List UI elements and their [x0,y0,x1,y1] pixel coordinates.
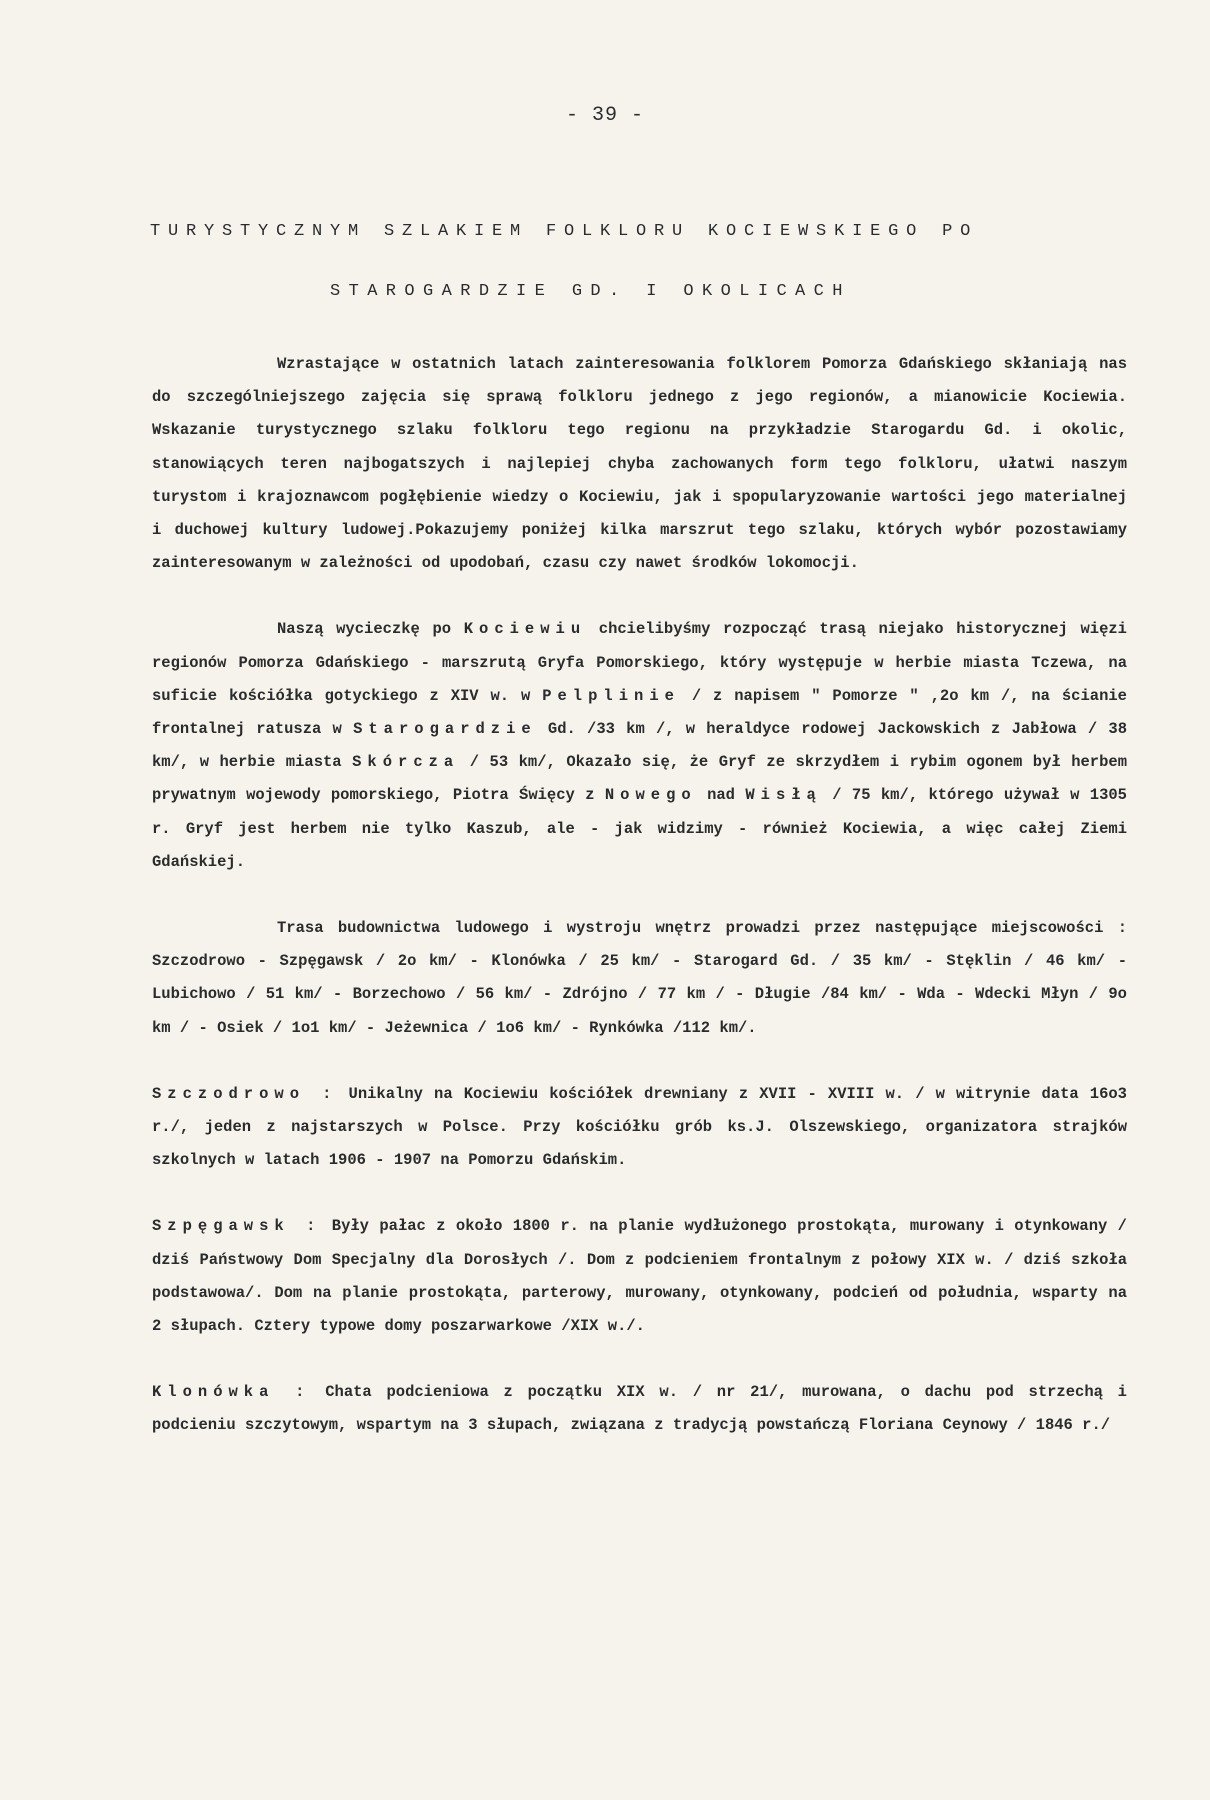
gryf-text-g: / 75 km/, którego używał w 1305 r. Gryf jest herbem nie tylko Kaszub, ale - jak widzimy - również Kociewia, a więc całej Ziemi Gdańskiej. [152,786,1127,871]
szczodrowo-entry [152,1078,1127,1178]
gryf-wisla: Wisłą [745,786,822,805]
page-number: - 39 - [565,104,644,127]
gryf-text-c: / z napisem " Pomorze " ,2o km /, na ścianie frontalnej ratusza w [152,686,1127,739]
szpegawsk-text: Były pałac z około 1800 r. na planie wydłużonego prostokąta, murowany i otynkowany / dziś Państwowy Dom Specjalny dla Dorosłych /. Dom z podcieniem frontalnym z połowy XIX w. / dziś szkoła podstawowa/. Dom na planie prostokąta, parterowy, murowany, otynkowany, podcień od południa, wsparty na 2 słupach. Cztery typowe domy poszarwarkowe /XIX w./. [152,1217,1127,1336]
szczodrowo-name: Szczodrowo : [152,1084,338,1103]
szczodrowo-text: Unikalny na Kociewiu kościółek drewniany z XVII - XVIII w. / w witrynie data 16o3 r./, jeden z najstarszych w Polsce. Przy kościółku grób ks.J. Olszewskiego, organizatora strajków szkolnych w latach 1906 - 1907 na Pomorzu Gdańskim. [152,1084,1127,1170]
title-line-2: STAROGARDZIE GD. I OKOLICACH [330,282,851,301]
gryf-paragraph [152,613,1127,879]
gryf-text-a: Naszą wycieczkę po [277,620,452,639]
intro-paragraph: Wzrastające w ostatnich latach zainteresowania folklorem Pomorza Gdańskiego skłaniają nas do szczególniejszego zajęcia się sprawą folkloru jednego z jego regionów, a mianowicie Kociewia. Wskazanie turystycznego szlaku folkloru tego regionu na przykładzie Starogardu Gd. i okolic, stanowiących teren najbogatszych i najlepiej chyba zachowanych form tego folkloru, ułatwi naszym turystom i krajoznawcom pogłębienie wiedzy o Kociewiu, jak i spopularyzowanie wartości jego materialnej i duchowej kultury ludowej.Pokazujemy poniżej kilka marszrut tego szlaku, których wybór pozostawiamy zainteresowanym w zależności od upodobań, czasu czy nawet środków lokomocji. [152,355,1127,573]
szpegawsk-name: Szpęgawsk : [152,1217,322,1236]
gryf-nowego: Nowego [604,786,697,805]
trasa-paragraph: Trasa budownictwa ludowego i wystroju wnętrz prowadzi przez następujące miejscowości : Szczodrowo - Szpęgawsk / 2o km/ - Klonówka / 25 km/ - Starogard Gd. / 35 km/ - Stęklin / 46 km/ - Lubichowo / 51 km/ - Borzechowo / 56 km/ - Zdrójno / 77 km / - Długie /84 km/ - Wda - Wdecki Młyn / 9o km / - Osiek / 1o1 km/ - Jeżewnica / 1o6 km/ - Rynkówka /112 km/. [152,919,1127,1037]
klonowka-text: Chata podcieniowa z początku XIX w. / nr 21/, murowana, o dachu pod strzechą i podcieniu szczytowym, wspartym na 3 słupach, związana z tradycją powstańczą Floriana Ceynowy / 1846 r./ [152,1383,1127,1435]
document-body [152,348,1127,1476]
gryf-skorcza: Skórcza [352,753,460,772]
gryf-text-d: Gd. /33 km /, w heraldyce rodowej Jackowskich z Jabłowa / 38 km/, w herbie miasta [152,720,1128,772]
gryf-starogardzie: Starogardzie [353,720,537,739]
gryf-kociewiu: Kociewiu [463,620,587,639]
gryf-text-e: / 53 km/, Okazało się, że Gryf ze skrzydłem i rybim ogonem był herbem prywatnym wojewody pomorskiego, Piotra Święcy z [152,753,1127,805]
title-line-1: TURYSTYCZNYM SZLAKIEM FOLKLORU KOCIEWSKIEGO PO [150,222,979,241]
klonowka-entry [152,1376,1127,1442]
gryf-text-b: chcielibyśmy rozpocząć trasą niejako historycznej więzi regionów Pomorza Gdańskiego - marszrutą Gryfa Pomorskiego, który występuje w herbie miasta Tczewa, na suficie kościółka gotyckiego z XIV w. w [152,620,1127,705]
klonowka-name: Klonówka : [152,1383,311,1402]
gryf-pelplinie: Pelplinie [542,686,680,705]
gryf-text-f: nad [707,786,735,805]
szpegawsk-entry [152,1210,1127,1343]
